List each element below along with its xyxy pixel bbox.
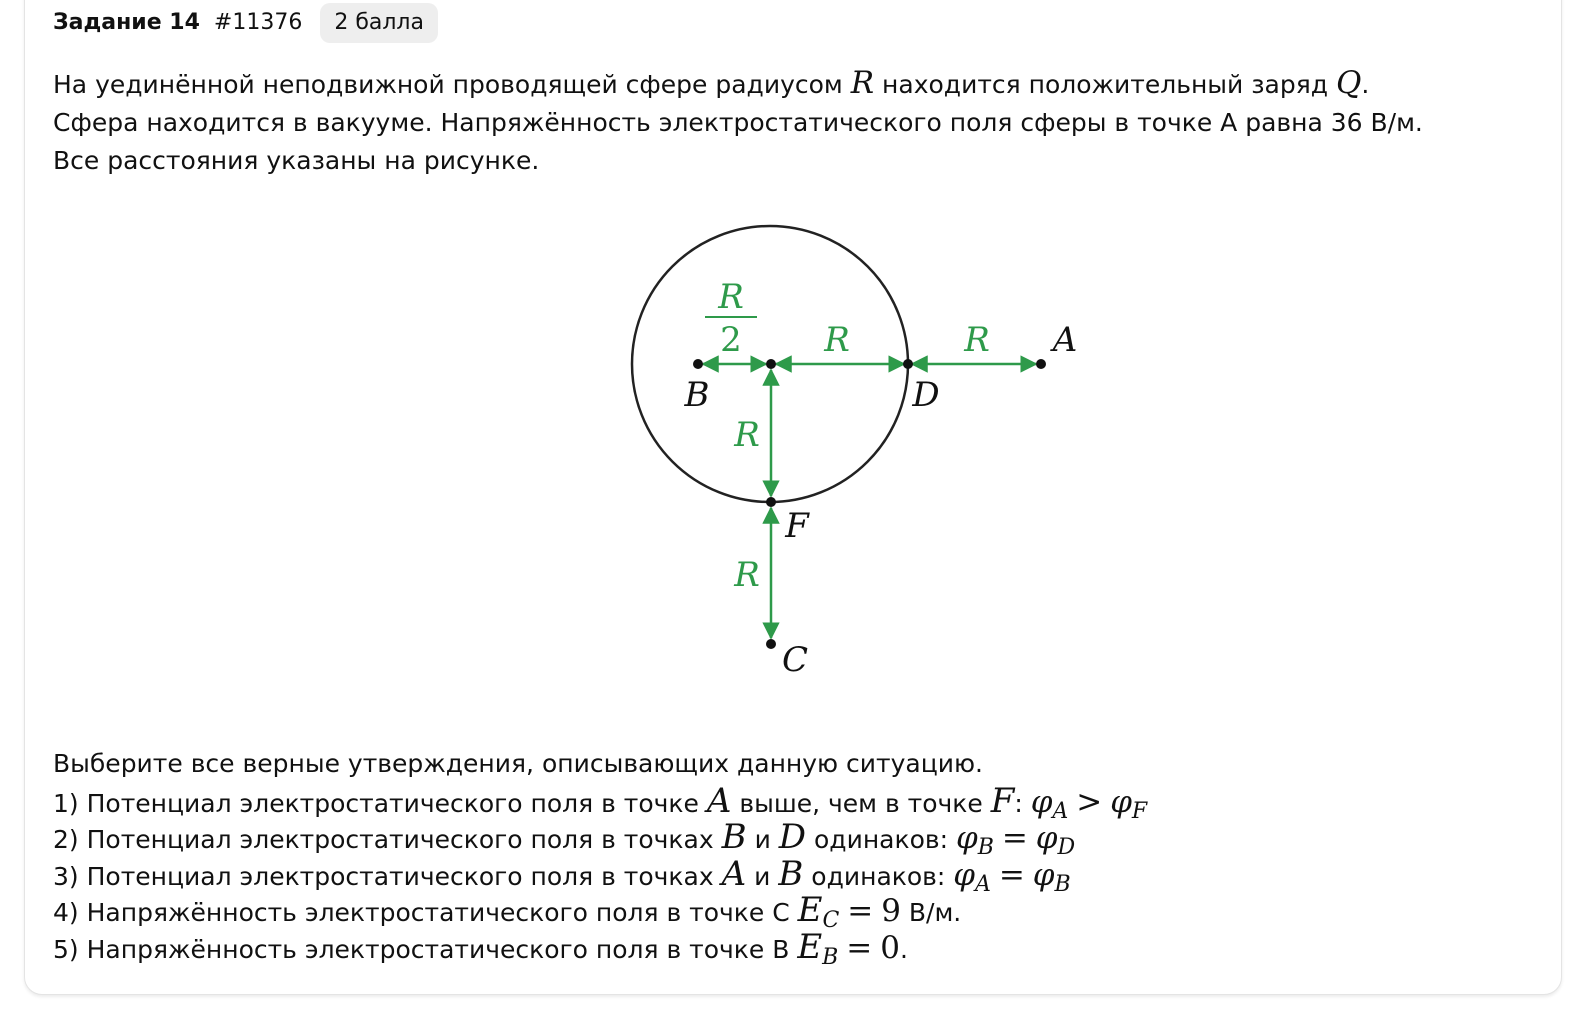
point-C-dot [766, 639, 776, 649]
label-point-A: A [1052, 320, 1078, 360]
option-4[interactable]: 4) Напряжённость электростатического поля в точке С EC = 9 В/м. [53, 890, 962, 933]
label-point-B: B [684, 375, 710, 415]
problem-line-2: Сфера находится в вакууме. Напряжённость электростатического поля сферы в точке А равна 36 В/м. [53, 108, 1423, 137]
point-B-dot [693, 359, 703, 369]
label-frac-num: R [718, 277, 744, 317]
question-prompt: Выберите все верные утверждения, описывающих данную ситуацию. [53, 749, 983, 778]
var-R: R [850, 65, 875, 101]
label-frac-den: 2 [720, 320, 742, 360]
center-dot [766, 359, 776, 369]
option-5[interactable]: 5) Напряжённость электростатического поля в точке В EB = 0. [53, 926, 908, 970]
task-id[interactable]: #11376 [213, 9, 303, 35]
label-R-vertical-upper: R [734, 415, 760, 455]
option-2[interactable]: 2) Потенциал электростатического поля в точках B и D одинаков: φB = φD [53, 817, 1076, 860]
sphere-diagram [600, 215, 1120, 695]
question-block [53, 746, 1533, 970]
task-title: Задание 14 [53, 9, 200, 35]
label-R-vertical-lower: R [734, 555, 760, 595]
points-badge: 2 балла [320, 3, 438, 43]
label-R-top-right: R [964, 320, 990, 360]
option-3[interactable]: 3) Потенциал электростатического поля в точках A и B одинаков: φA = φB [53, 853, 1071, 897]
label-point-C: C [781, 640, 809, 680]
label-point-F: F [785, 506, 809, 546]
problem-line-3: Все расстояния указаны на рисунке. [53, 146, 540, 175]
point-D-dot [903, 359, 913, 369]
var-Q: Q [1336, 65, 1362, 101]
problem-line-1: На уединённой неподвижной проводящей сфере радиусом R находится положительный заряд Q. [53, 65, 1370, 101]
point-A-dot [1036, 359, 1046, 369]
problem-statement [53, 64, 1533, 180]
task-header [53, 6, 438, 38]
option-1[interactable]: 1) Потенциал электростатического поля в точке A выше, чем в точке F: φA > φF [53, 780, 1148, 824]
label-point-D: D [912, 375, 940, 415]
label-R-top-mid: R [824, 320, 850, 360]
point-F-dot [766, 497, 776, 507]
